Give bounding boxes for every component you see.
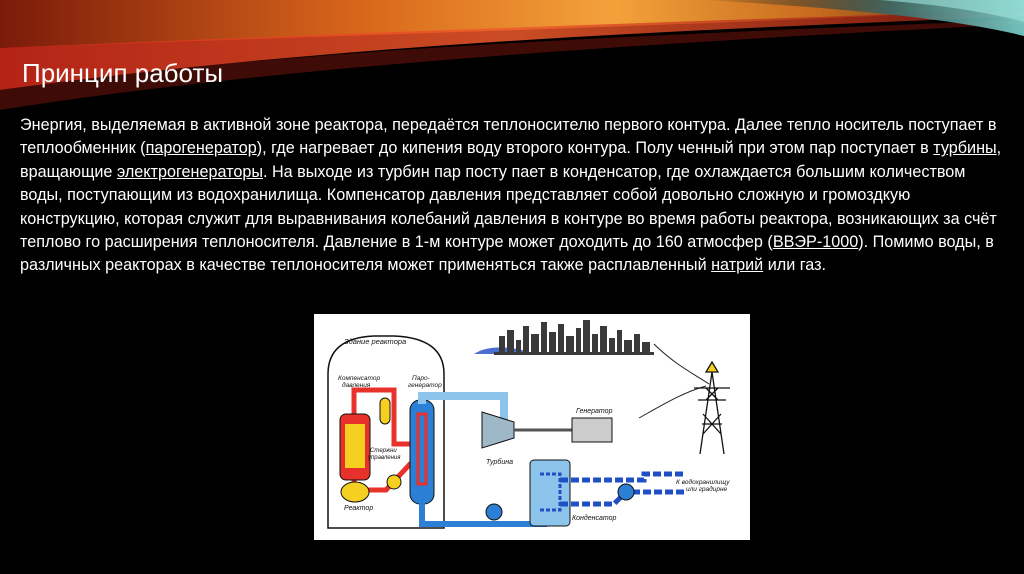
npp-diagram	[314, 314, 750, 540]
link-turbines[interactable]: турбины	[933, 139, 997, 158]
label-steam-gen-2: генератор	[408, 382, 442, 389]
slide-title: Принцип работы	[22, 58, 224, 88]
power-line	[639, 386, 706, 418]
npp-diagram-svg	[314, 314, 750, 540]
link-steam-generator[interactable]: парогенератор	[145, 139, 257, 158]
label-rods-1: Стержни	[370, 448, 397, 454]
label-turbine: Турбина	[486, 459, 514, 466]
power-tower-icon	[694, 362, 730, 454]
reactor-core	[345, 424, 365, 468]
label-compensator-1: Компенсатор	[338, 375, 381, 382]
label-compensator-2: давления	[342, 382, 371, 389]
generator	[572, 418, 612, 442]
steam-generator	[410, 400, 434, 504]
body-text-part: или газ.	[763, 256, 827, 275]
body-text-part: . На выходе из турбин пар посту пает в конденсатор, где охлаждается большим количеством воды, поступающим из водохранилища. Компенсатор давления представляет собой довольно сложную и громоздкую конструкцию, которая служит для выравнивания колебаний давления в контуре во время работы реактора, возникающих за счёт теплово го расширения теплоносителя. Давление в 1-м контуре может доходить до 160 атмосфер (	[20, 162, 997, 252]
feed-pump	[486, 504, 502, 520]
body-text-part: ), где нагревает до кипения воду второго контура. Полу ченный при этом пар поступает в	[256, 139, 934, 158]
body-text-part: , вращающие	[20, 139, 1002, 181]
power-line	[654, 344, 709, 384]
label-reservoir-2: или градирне	[686, 486, 728, 493]
city-skyline-icon	[474, 320, 654, 355]
body-text-part: Энергия, выделяемая в активной зоне реактора, передаётся теплоносителю первого контура. Далее тепло носитель поступает в теплообменник (	[20, 116, 997, 158]
label-generator: Генератор	[576, 408, 613, 415]
reactor-bottom	[341, 482, 369, 502]
label-condenser: Конденсатор	[572, 515, 617, 522]
secondary-loop	[422, 474, 544, 524]
label-steam-gen-1: Паро-	[412, 375, 430, 382]
cooling-pump	[618, 484, 634, 500]
condenser	[530, 460, 570, 526]
body-text-part: ). Помимо воды, в различных реакторах в качестве теплоносителя может применяться также расплавленный	[20, 233, 994, 275]
turbine	[482, 412, 514, 448]
pressure-compensator	[380, 398, 390, 424]
body-paragraph	[20, 114, 1005, 278]
label-building: Здание реактора	[344, 337, 407, 346]
label-rods-2: управления	[368, 455, 401, 461]
link-sodium[interactable]: натрий	[711, 256, 764, 275]
cooling-loop	[560, 474, 684, 480]
label-reservoir-1: К водохранилищу	[676, 479, 730, 486]
label-reactor: Реактор	[344, 505, 374, 512]
link-generators[interactable]: электрогенераторы	[116, 162, 263, 181]
link-vver[interactable]: ВВЭР-1000	[772, 233, 859, 252]
primary-pump	[387, 475, 401, 489]
